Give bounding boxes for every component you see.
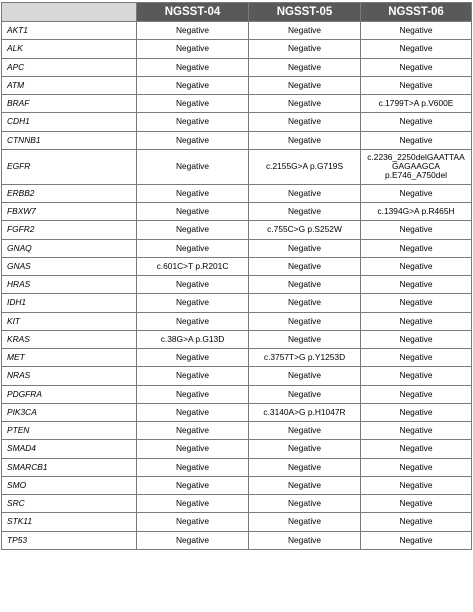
result-cell-sample-2: Negative — [249, 476, 361, 494]
result-cell-sample-2: Negative — [249, 276, 361, 294]
result-cell-sample-1: Negative — [137, 349, 249, 367]
result-cell-sample-1: Negative — [137, 385, 249, 403]
gene-name-cell: CTNNB1 — [2, 131, 137, 149]
result-cell-sample-2: c.755C>G p.S252W — [249, 221, 361, 239]
result-cell-sample-2: Negative — [249, 257, 361, 275]
gene-name-cell: SMAD4 — [2, 440, 137, 458]
result-cell-sample-2: Negative — [249, 495, 361, 513]
table-row — [2, 257, 472, 275]
result-cell-sample-2: Negative — [249, 330, 361, 348]
gene-name-cell: HRAS — [2, 276, 137, 294]
result-cell-sample-2: Negative — [249, 184, 361, 202]
gene-name-cell: EGFR — [2, 149, 137, 184]
result-cell-sample-3: Negative — [361, 221, 472, 239]
result-cell-sample-1: Negative — [137, 40, 249, 58]
gene-name-cell: ALK — [2, 40, 137, 58]
result-cell-sample-3: Negative — [361, 367, 472, 385]
result-cell-sample-1: Negative — [137, 513, 249, 531]
table-row — [2, 458, 472, 476]
result-cell-sample-1: Negative — [137, 239, 249, 257]
table-row — [2, 276, 472, 294]
mutation-results-table — [1, 2, 472, 550]
gene-name-cell: ATM — [2, 76, 137, 94]
result-cell-sample-1: Negative — [137, 58, 249, 76]
gene-name-cell: PDGFRA — [2, 385, 137, 403]
result-cell-sample-1: Negative — [137, 276, 249, 294]
result-cell-sample-3: Negative — [361, 495, 472, 513]
table-row — [2, 40, 472, 58]
gene-name-cell: SMARCB1 — [2, 458, 137, 476]
result-cell-sample-1: Negative — [137, 312, 249, 330]
table-row — [2, 403, 472, 421]
result-cell-sample-2: Negative — [249, 367, 361, 385]
gene-name-cell: GNAQ — [2, 239, 137, 257]
result-cell-sample-2: Negative — [249, 22, 361, 40]
result-cell-sample-2: Negative — [249, 203, 361, 221]
column-header-sample-1: NGSST-04 — [137, 3, 249, 22]
gene-name-cell: SRC — [2, 495, 137, 513]
result-cell-sample-1: Negative — [137, 440, 249, 458]
result-cell-sample-2: c.2155G>A p.G719S — [249, 149, 361, 184]
gene-name-cell: FGFR2 — [2, 221, 137, 239]
result-cell-sample-3: Negative — [361, 440, 472, 458]
result-cell-sample-3: Negative — [361, 58, 472, 76]
table-row — [2, 76, 472, 94]
result-cell-sample-1: Negative — [137, 203, 249, 221]
result-cell-sample-3: c.1394G>A p.R465H — [361, 203, 472, 221]
gene-name-cell: AKT1 — [2, 22, 137, 40]
result-cell-sample-1: Negative — [137, 495, 249, 513]
table-row — [2, 149, 472, 184]
table-row — [2, 367, 472, 385]
gene-name-cell: CDH1 — [2, 113, 137, 131]
result-cell-sample-1: Negative — [137, 76, 249, 94]
result-cell-sample-3: Negative — [361, 184, 472, 202]
header-row — [2, 3, 472, 22]
result-cell-sample-1: Negative — [137, 458, 249, 476]
result-cell-sample-2: Negative — [249, 513, 361, 531]
table-body — [2, 22, 472, 550]
result-cell-sample-1: Negative — [137, 221, 249, 239]
gene-name-cell: NRAS — [2, 367, 137, 385]
result-cell-sample-1: Negative — [137, 113, 249, 131]
result-cell-sample-1: c.601C>T p.R201C — [137, 257, 249, 275]
result-cell-sample-1: Negative — [137, 367, 249, 385]
table-row — [2, 95, 472, 113]
result-cell-sample-2: Negative — [249, 95, 361, 113]
result-cell-sample-3: Negative — [361, 476, 472, 494]
gene-name-cell: PTEN — [2, 422, 137, 440]
result-cell-sample-1: Negative — [137, 476, 249, 494]
result-cell-sample-3: Negative — [361, 113, 472, 131]
gene-name-cell: ERBB2 — [2, 184, 137, 202]
gene-name-cell: PIK3CA — [2, 403, 137, 421]
result-cell-sample-3: Negative — [361, 294, 472, 312]
result-cell-sample-3: Negative — [361, 276, 472, 294]
column-header-sample-3: NGSST-06 — [361, 3, 472, 22]
table-row — [2, 422, 472, 440]
result-cell-sample-1: Negative — [137, 422, 249, 440]
table-row — [2, 330, 472, 348]
result-cell-sample-3: Negative — [361, 257, 472, 275]
result-cell-sample-2: Negative — [249, 458, 361, 476]
result-cell-sample-2: Negative — [249, 131, 361, 149]
table-row — [2, 131, 472, 149]
gene-name-cell: SMO — [2, 476, 137, 494]
result-cell-sample-1: Negative — [137, 184, 249, 202]
result-cell-sample-3: Negative — [361, 403, 472, 421]
result-cell-sample-3: Negative — [361, 349, 472, 367]
table-row — [2, 476, 472, 494]
result-cell-sample-1: Negative — [137, 131, 249, 149]
result-cell-sample-3: Negative — [361, 458, 472, 476]
result-cell-sample-3: Negative — [361, 312, 472, 330]
gene-name-cell: APC — [2, 58, 137, 76]
result-cell-sample-2: Negative — [249, 58, 361, 76]
result-cell-sample-1: c.38G>A p.G13D — [137, 330, 249, 348]
table-row — [2, 203, 472, 221]
result-cell-sample-2: Negative — [249, 440, 361, 458]
table-row — [2, 385, 472, 403]
result-cell-sample-3: Negative — [361, 531, 472, 549]
result-cell-sample-1: Negative — [137, 294, 249, 312]
gene-name-cell: IDH1 — [2, 294, 137, 312]
table-row — [2, 513, 472, 531]
result-cell-sample-1: Negative — [137, 403, 249, 421]
table-header — [2, 3, 472, 22]
table-row — [2, 495, 472, 513]
table-row — [2, 113, 472, 131]
result-cell-sample-2: Negative — [249, 385, 361, 403]
result-cell-sample-2: Negative — [249, 294, 361, 312]
result-cell-sample-3: Negative — [361, 239, 472, 257]
gene-name-cell: KRAS — [2, 330, 137, 348]
result-cell-sample-2: Negative — [249, 40, 361, 58]
gene-name-cell: BRAF — [2, 95, 137, 113]
result-cell-sample-3: Negative — [361, 330, 472, 348]
column-header-sample-2: NGSST-05 — [249, 3, 361, 22]
result-cell-sample-2: Negative — [249, 422, 361, 440]
gene-name-cell: TP53 — [2, 531, 137, 549]
result-cell-sample-3: Negative — [361, 40, 472, 58]
table-row — [2, 312, 472, 330]
gene-name-cell: FBXW7 — [2, 203, 137, 221]
result-cell-sample-3: Negative — [361, 22, 472, 40]
gene-name-cell: KIT — [2, 312, 137, 330]
result-cell-sample-2: Negative — [249, 113, 361, 131]
result-cell-sample-1: Negative — [137, 531, 249, 549]
table-row — [2, 184, 472, 202]
result-cell-sample-2: Negative — [249, 312, 361, 330]
table-row — [2, 221, 472, 239]
result-cell-sample-2: Negative — [249, 76, 361, 94]
table-row — [2, 239, 472, 257]
result-cell-sample-3: Negative — [361, 513, 472, 531]
result-cell-sample-2: c.3140A>G p.H1047R — [249, 403, 361, 421]
gene-name-cell: MET — [2, 349, 137, 367]
table-row — [2, 58, 472, 76]
result-cell-sample-3: Negative — [361, 422, 472, 440]
result-cell-sample-1: Negative — [137, 95, 249, 113]
gene-name-cell: GNAS — [2, 257, 137, 275]
corner-cell — [2, 3, 137, 22]
result-cell-sample-3: c.2236_2250delGAATTAAGAGAAGCA p.E746_A750del — [361, 149, 472, 184]
table-row — [2, 349, 472, 367]
gene-name-cell: STK11 — [2, 513, 137, 531]
result-cell-sample-1: Negative — [137, 149, 249, 184]
result-cell-sample-2: Negative — [249, 239, 361, 257]
result-cell-sample-1: Negative — [137, 22, 249, 40]
result-cell-sample-2: Negative — [249, 531, 361, 549]
table-row — [2, 294, 472, 312]
result-cell-sample-3: Negative — [361, 131, 472, 149]
table-row — [2, 22, 472, 40]
result-cell-sample-3: Negative — [361, 76, 472, 94]
result-cell-sample-2: c.3757T>G p.Y1253D — [249, 349, 361, 367]
table-row — [2, 440, 472, 458]
table-row — [2, 531, 472, 549]
result-cell-sample-3: c.1799T>A p.V600E — [361, 95, 472, 113]
result-cell-sample-3: Negative — [361, 385, 472, 403]
